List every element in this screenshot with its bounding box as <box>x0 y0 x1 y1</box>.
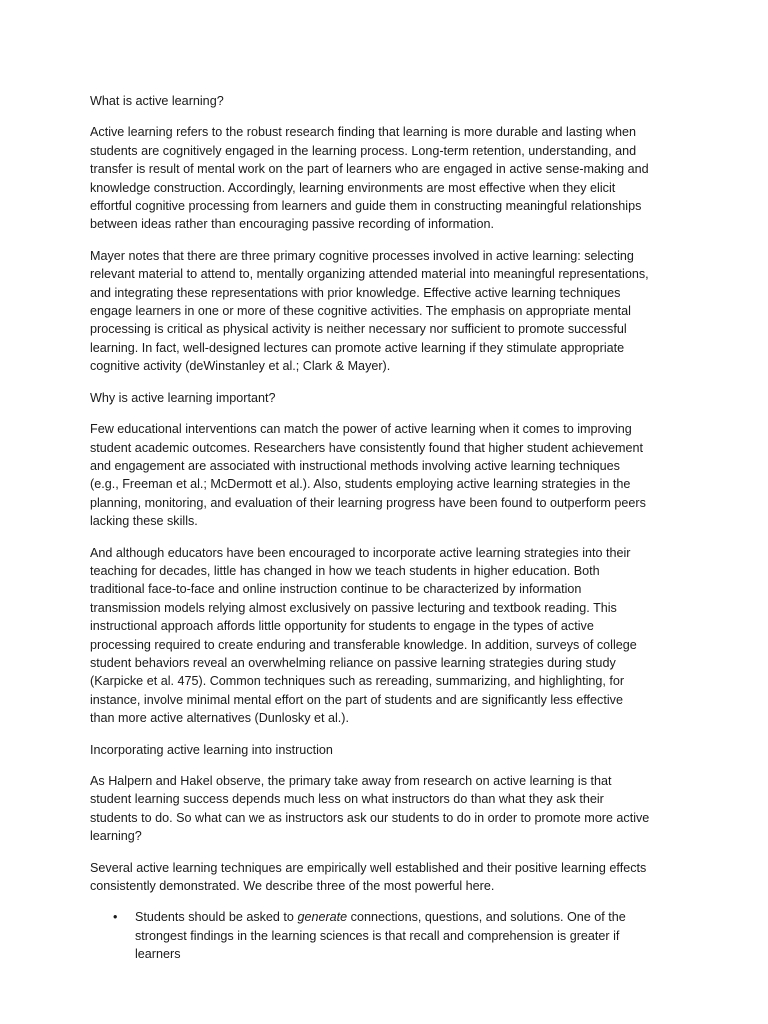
bullet-icon: • <box>113 910 118 925</box>
paragraph-definition: Active learning refers to the robust research finding that learning is more durable and lasting when students are cognitively engaged in the learning process. Long-term retention, understanding, and transfer is result of mental work on the part of learners who are engaged in active sense-making and knowledge construction. Accordingly, learning environments are most effective when they elicit effortful cognitive processing from learners and guide them in constructing meaningful relationships between ideas rather than encouraging passive recording of information. <box>90 125 649 232</box>
section-heading-why-important: Why is active learning important? <box>90 390 276 405</box>
list-item-generate <box>90 908 650 963</box>
bullet-emphasis: generate <box>297 910 348 925</box>
bullet-text-before: Students should be asked to <box>135 910 298 925</box>
paragraph-mayer: Mayer notes that there are three primary cognitive processes involved in active learning: selecting relevant material to attend to, mentally organizing attended material into meaningful representations, and integrating these representations with prior knowledge. Effective active learning techniques engage learners in one or more of these cognitive activities. The emphasis on appropriate mental processing is critical as physical activity is neither necessary nor sufficient to promote successful learning. In fact, well-designed lectures can promote active learning if they stimulate appropriate cognitive activity (deWinstanley et al.; Clark & Mayer). <box>90 248 649 374</box>
paragraph-educators: And although educators have been encouraged to incorporate active learning strategies into their teaching for decades, little has changed in how we teach students in higher education. Both traditional face-to-face and online instruction continue to be characterized by information transmission models relying almost exclusively on passive lecturing and textbook reading. This instructional approach affords little opportunity for students to engage in the types of active processing required to create enduring and transferable knowledge. In addition, surveys of college student behaviors reveal an overwhelming reliance on passive learning strategies during study (Karpicke et al. 475). Common techniques such as rereading, summarizing, and highlighting, for instance, involve minimal mental effort on the part of students and are significantly less effective than more active alternatives (Dunlosky et al.). <box>90 545 637 726</box>
bullet-text-after: connections, questions, and solutions. One of the strongest findings in the learning sciences is that recall and comprehension is greater if learners <box>135 910 626 962</box>
document-body <box>90 92 650 964</box>
paragraph-outcomes: Few educational interventions can match the power of active learning when it comes to improving student academic outcomes. Researchers have consistently found that higher student achievement and engagement are associated with instructional methods involving active learning techniques (e.g., Freeman et al.; McDermott et al.). Also, students employing active learning strategies in the planning, monitoring, and evaluation of their learning progress have been found to outperform peers lacking these skills. <box>90 422 646 529</box>
section-heading-what-is-active-learning: What is active learning? <box>90 94 224 108</box>
paragraph-techniques: Several active learning techniques are empirically well established and their positive learning effects consistently demonstrated. We describe three of the most powerful here. <box>90 860 647 894</box>
paragraph-halpern-hakel: As Halpern and Hakel observe, the primary take away from research on active learning is that student learning success depends much less on what instructors do than what they ask their students to do. So what can we as instructors ask our students to do in order to promote more active learning? <box>90 774 650 844</box>
section-heading-incorporating: Incorporating active learning into instruction <box>90 742 333 757</box>
